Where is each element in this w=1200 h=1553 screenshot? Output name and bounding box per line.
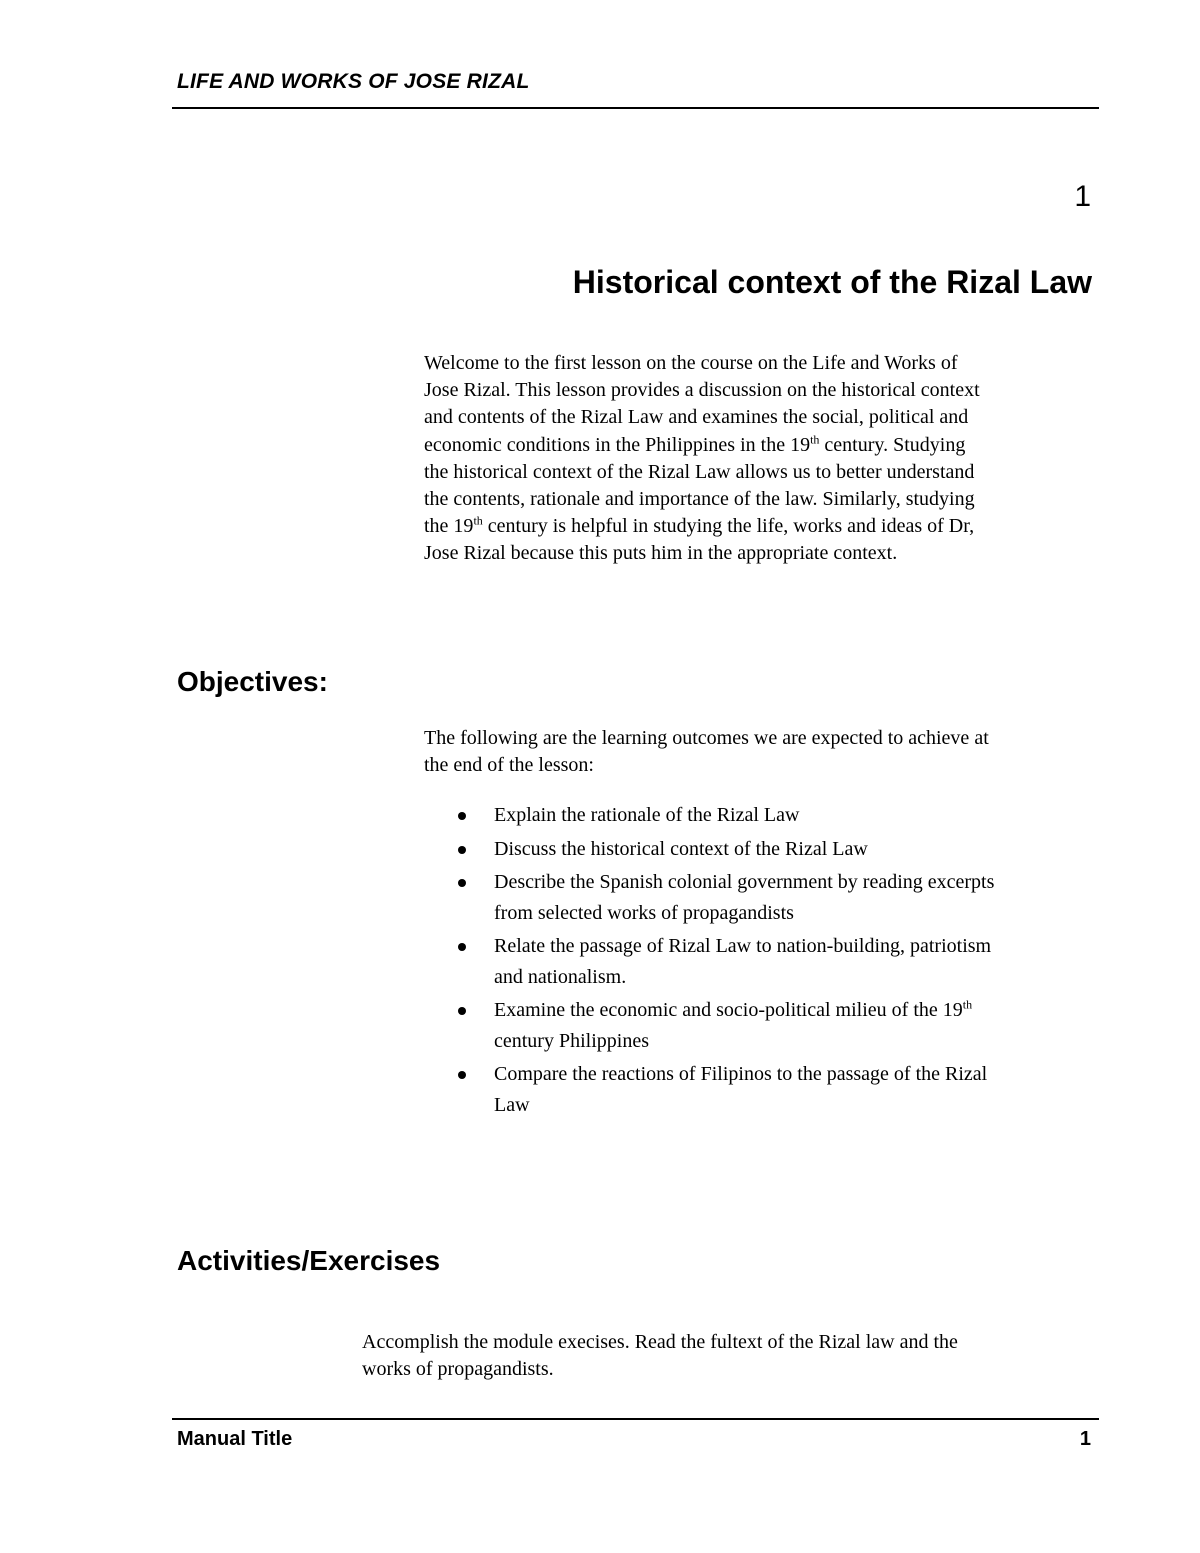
chapter-title: Historical context of the Rizal Law (572, 264, 1092, 300)
page-number: 1 (1079, 1428, 1091, 1450)
objectives-list (458, 800, 1098, 1123)
intro-line: Jose Rizal. This lesson provides a discussion on the historical context (424, 379, 980, 402)
activities-paragraph: Accomplish the module execises. Read the fultext of the Rizal law and the works of propagandists. (362, 1331, 958, 1381)
bullet-icon (458, 1007, 466, 1015)
list-item: Describe the Spanish colonial government by reading excerpts from selected works of propagandists (458, 867, 1098, 928)
bullet-icon (458, 879, 466, 887)
running-header: LIFE AND WORKS OF JOSE RIZAL (177, 70, 530, 93)
header-rule (172, 107, 1099, 109)
intro-line: the 19th century is helpful in studying the life, works and ideas of Dr, (424, 513, 975, 538)
list-item: Examine the economic and socio-political milieu of the 19th century Philippines (458, 995, 1098, 1056)
list-item: Relate the passage of Rizal Law to nation-building, patriotism and nationalism. (458, 931, 1098, 992)
bullet-icon (458, 943, 466, 951)
list-item: Compare the reactions of Filipinos to the passage of the Rizal Law (458, 1059, 1098, 1120)
footer-title: Manual Title (177, 1428, 293, 1450)
activities-heading: Activities/Exercises (177, 1245, 441, 1276)
bullet-icon (458, 846, 466, 854)
intro-line: the historical context of the Rizal Law allows us to better understand (424, 460, 975, 483)
objectives-intro: The following are the learning outcomes we are expected to achieve at the end of the lesson: (424, 727, 989, 777)
intro-line: and contents of the Rizal Law and examines the social, political and (424, 406, 969, 429)
intro-line: Welcome to the first lesson on the course on the Life and Works of (424, 352, 958, 374)
footer-rule (172, 1418, 1099, 1420)
intro-line: economic conditions in the Philippines in the 19th century. Studying (424, 431, 966, 456)
list-item: Discuss the historical context of the Rizal Law (458, 834, 1098, 865)
bullet-icon (458, 812, 466, 820)
intro-line: the contents, rationale and importance of the law. Similarly, studying (424, 488, 975, 511)
list-item: Explain the rationale of the Rizal Law (458, 800, 1098, 831)
intro-paragraph (424, 350, 1094, 568)
bullet-icon (458, 1071, 466, 1079)
objectives-heading: Objectives: (177, 666, 328, 697)
chapter-number: 1 (1074, 180, 1091, 213)
intro-line: Jose Rizal because this puts him in the appropriate context. (424, 542, 898, 565)
